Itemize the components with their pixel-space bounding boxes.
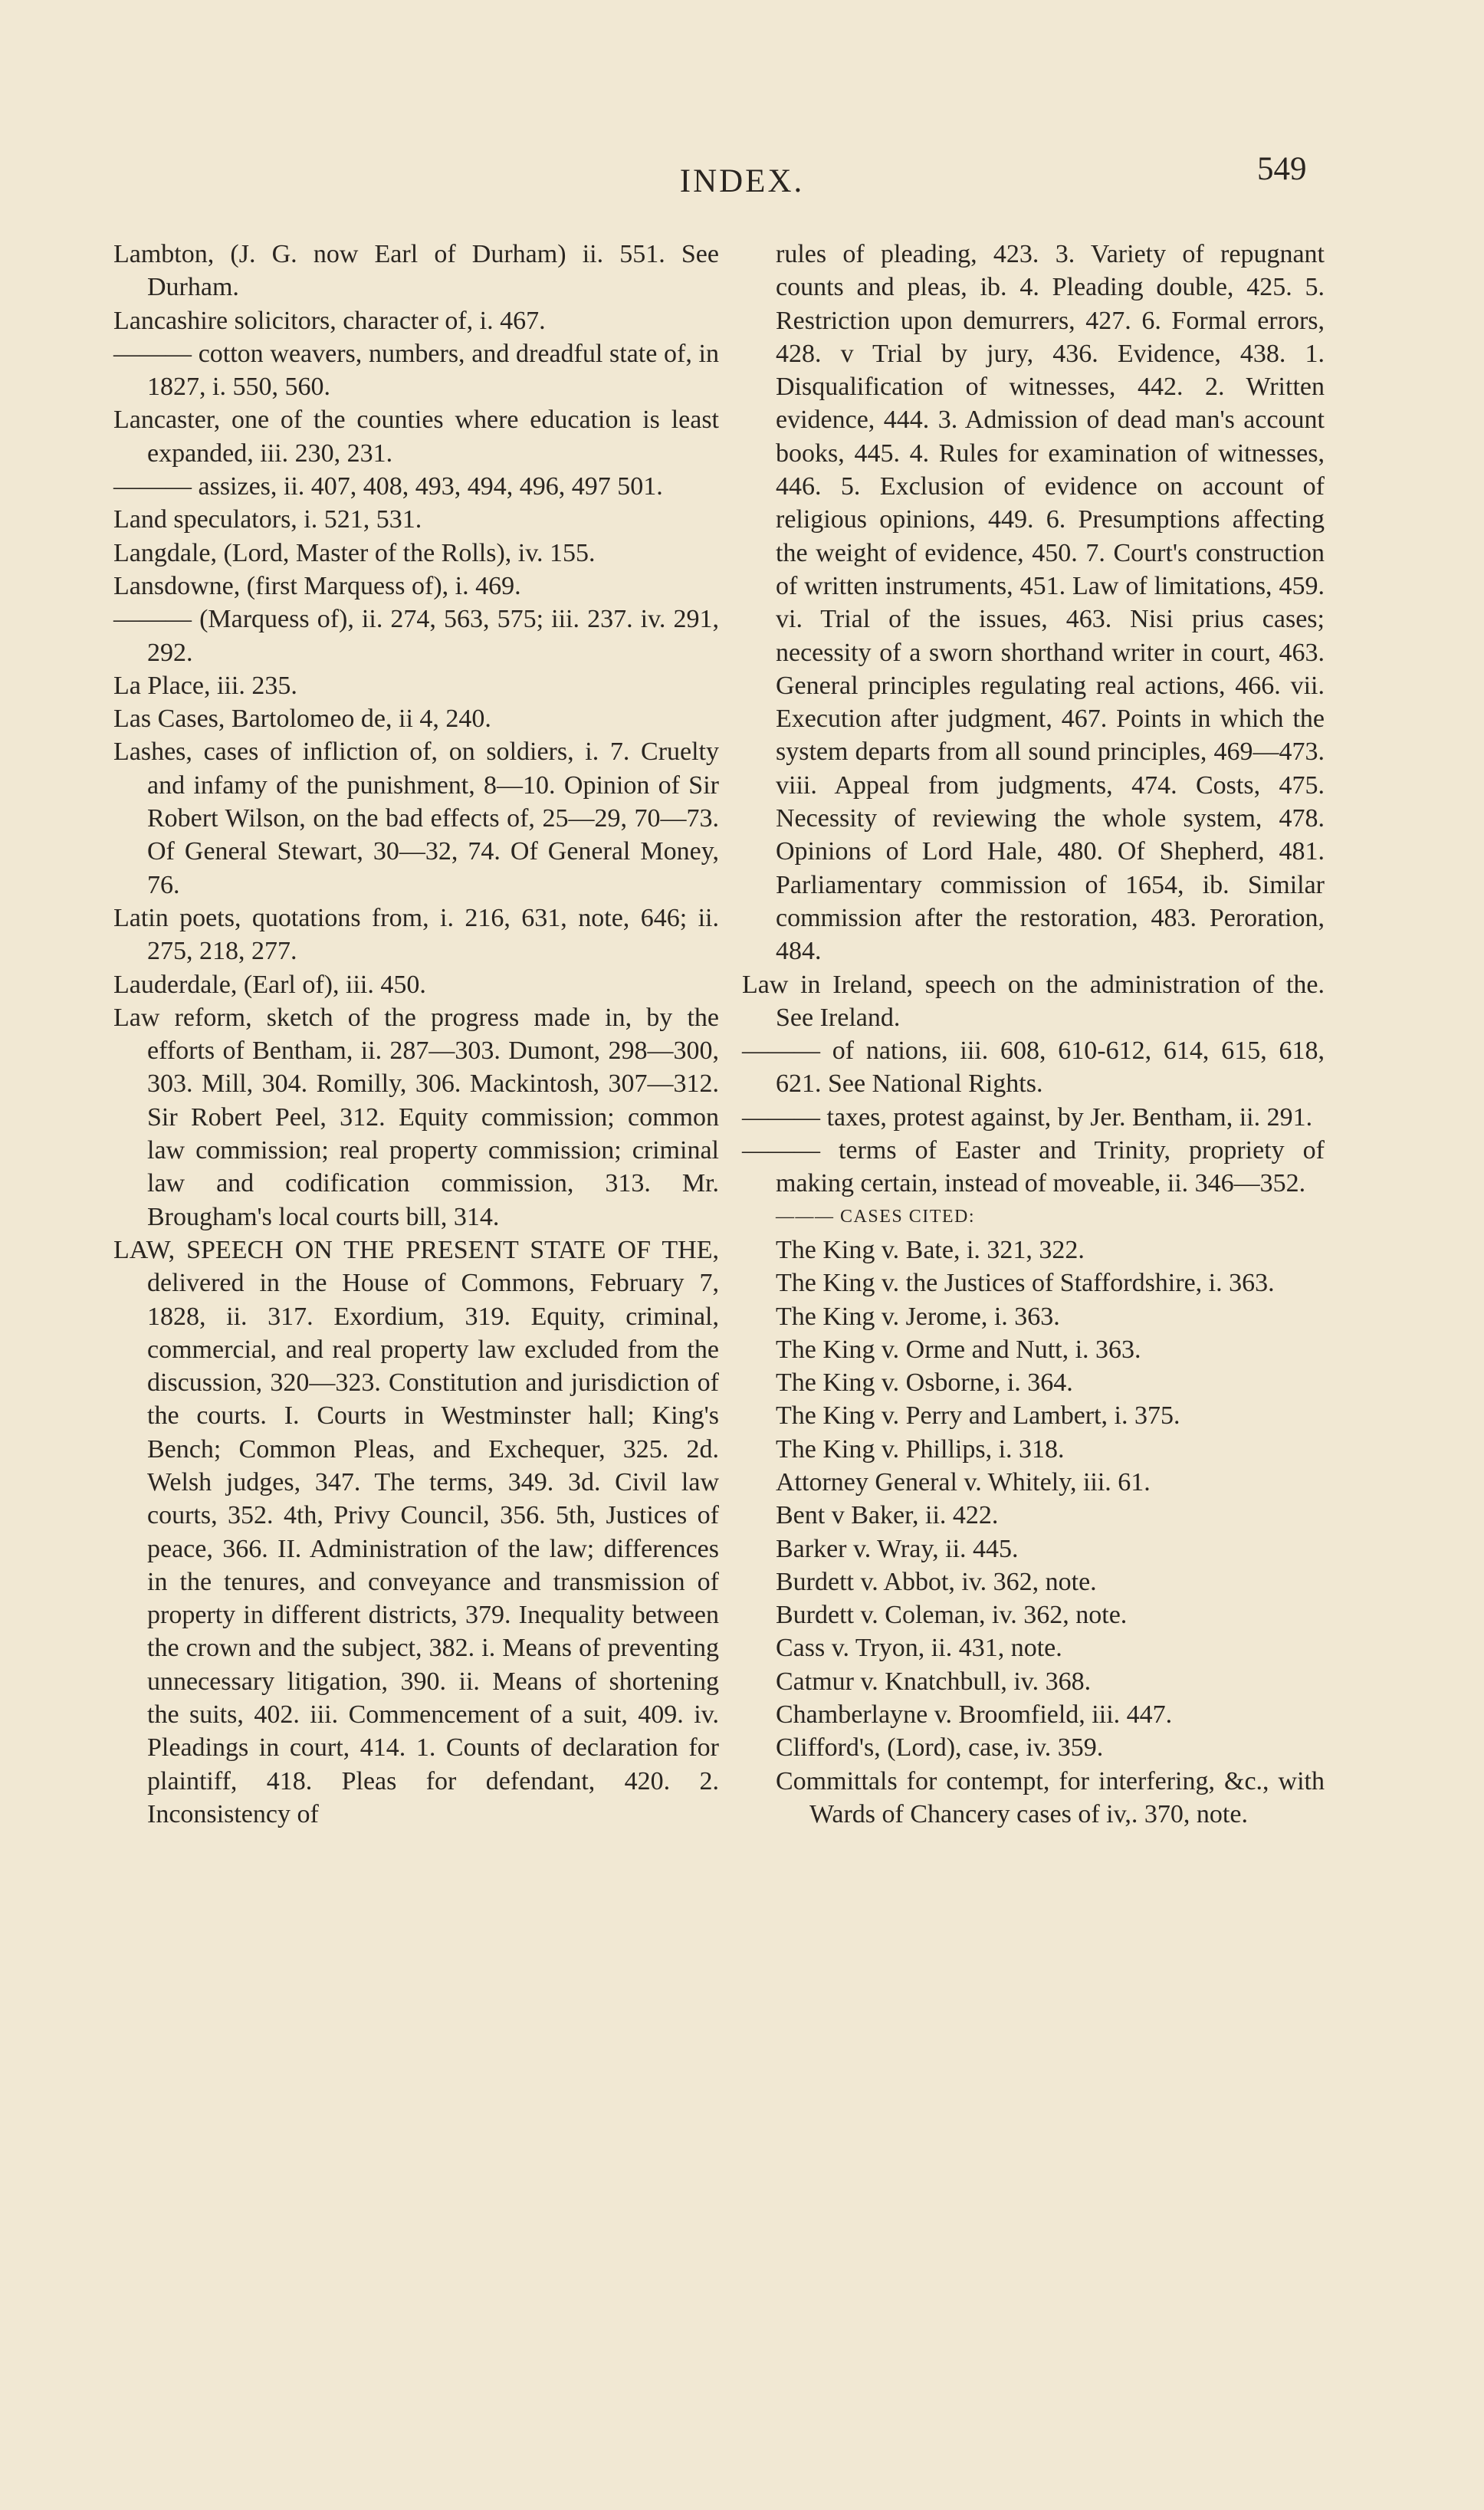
cases-cited-heading: ——— CASES CITED:	[776, 1206, 976, 1227]
case-entry: Cass v. Tryon, ii. 431, note.	[776, 1634, 1062, 1663]
case-entry: The King v. Orme and Nutt, i. 363.	[776, 1335, 1141, 1364]
index-entry: LAW, SPEECH ON THE PRESENT STATE OF THE, delivered in the House of Commons, February 7, 1828, ii. 317. Exordium, 319. Equity, criminal, commercial, and real property law excluded from the discussion, 320—323. Constitution and jurisdiction of the courts. I. Courts in Westminster hall; King's Bench; Common Pleas, and Exchequer, 325. 2d. Welsh judges, 347. The terms, 349. 3d. Civil law courts, 352. 4th, Privy Council, 356. 5th, Justices of peace, 366. II. Administration of the law; differences in the tenures, and conveyance and transmission of property in different districts, 379. Inequality between the crown and the subject, 382. i. Means of preventing unnecessary litigation, 390. ii. Means of shortening the suits, 402. iii. Commencement of a suit, 409. iv. Pleadings in court, 414. 1. Counts of declaration for plaintiff, 418. Pleas for defendant, 420. 2. Inconsistency of	[113, 1235, 719, 1828]
page-number: 549	[1257, 151, 1307, 187]
index-entry: Lansdowne, (first Marquess of), i. 469.	[113, 571, 521, 600]
index-entry: Land speculators, i. 521, 531.	[113, 505, 422, 534]
index-entry: ——— terms of Easter and Trinity, propriety of making certain, instead of moveable, ii. 346—352.	[742, 1136, 1325, 1198]
right-column	[742, 238, 1325, 1831]
case-entry: Catmur v. Knatchbull, iv. 368.	[776, 1667, 1092, 1696]
index-entry: Lambton, (J. G. now Earl of Durham) ii. 551. See Durham.	[113, 240, 719, 302]
index-entry: Lauderdale, (Earl of), iii. 450.	[113, 970, 426, 999]
case-entry: The King v. Jerome, i. 363.	[776, 1302, 1060, 1331]
case-entry: The King v. Osborne, i. 364.	[776, 1368, 1073, 1398]
case-entry: Attorney General v. Whitely, iii. 61.	[776, 1467, 1151, 1496]
index-entry: Langdale, (Lord, Master of the Rolls), iv. 155.	[113, 538, 596, 567]
index-entry: Lashes, cases of infliction of, on soldiers, i. 7. Cruelty and infamy of the punishment, 8—10. Opinion of Sir Robert Wilson, on the bad effects of, 25—29, 70—73. Of General Stewart, 30—32, 74. Of General Money, 76.	[113, 738, 719, 899]
left-column	[113, 238, 719, 1831]
running-head-title: INDEX.	[679, 163, 805, 199]
case-entry: The King v. the Justices of Staffordshire, i. 363.	[776, 1269, 1275, 1298]
index-entry: Law in Ireland, speech on the administration of the. See Ireland.	[742, 970, 1325, 1032]
index-entry: ——— cotton weavers, numbers, and dreadful state of, in 1827, i. 550, 560.	[113, 339, 719, 402]
index-entry: ——— taxes, protest against, by Jer. Bentham, ii. 291.	[742, 1102, 1313, 1132]
index-entry: Las Cases, Bartolomeo de, ii 4, 240.	[113, 705, 491, 734]
case-entry: The King v. Phillips, i. 318.	[776, 1434, 1065, 1464]
index-entry: ——— of nations, iii. 608, 610-612, 614, 615, 618, 621. See National Rights.	[742, 1037, 1325, 1099]
case-entry: The King v. Perry and Lambert, i. 375.	[776, 1401, 1180, 1431]
case-entry: The King v. Bate, i. 321, 322.	[776, 1235, 1085, 1264]
index-entry: Law reform, sketch of the progress made in, by the efforts of Bentham, ii. 287—303. Dumont, 298—300, 303. Mill, 304. Romilly, 306. Mackintosh, 307—312. Sir Robert Peel, 312. Equity commission; common law commission; real property commission; criminal law and codification commission, 313. Mr. Brougham's local courts bill, 314.	[113, 1003, 719, 1231]
index-entry: La Place, iii. 235.	[113, 671, 297, 700]
index-entry: Latin poets, quotations from, i. 216, 631, note, 646; ii. 275, 218, 277.	[113, 903, 719, 966]
index-entry-continuation: rules of pleading, 423. 3. Variety of repugnant counts and pleas, ib. 4. Pleading double, 425. 5. Restriction upon demurrers, 427. 6. Formal errors, 428. v Trial by jury, 436. Evidence, 438. 1. Disqualification of witnesses, 442. 2. Written evidence, 444. 3. Admission of dead man's account books, 445. 4. Rules for examination of witnesses, 446. 5. Exclusion of evidence on account of religious opinions, 449. 6. Presumptions affecting the weight of evidence, 450. 7. Court's construction of written instruments, 451. Law of limitations, 459. vi. Trial of the issues, 463. Nisi prius cases; necessity of a sworn shorthand writer in court, 463. General principles regulating real actions, 466. vii. Execution after judgment, 467. Points in which the system departs from all sound principles, 469—473. viii. Appeal from judgments, 474. Costs, 475. Necessity of reviewing the whole system, 478. Opinions of Lord Hale, 480. Of Shepherd, 481. Parliamentary commission of 1654, ib. Similar commission after the restoration, 483. Peroration, 484.	[776, 240, 1325, 966]
case-entry: Barker v. Wray, ii. 445.	[776, 1534, 1019, 1563]
index-entry: Lancashire solicitors, character of, i. 467.	[113, 306, 546, 335]
index-entry: Lancaster, one of the counties where education is least expanded, iii. 230, 231.	[113, 406, 719, 468]
case-entry: Committals for contempt, for interfering, &c., with Wards of Chancery cases of iv,. 370, note.	[776, 1766, 1325, 1828]
case-entry: Burdett v. Coleman, iv. 362, note.	[776, 1601, 1128, 1630]
index-entry: ——— (Marquess of), ii. 274, 563, 575; iii. 237. iv. 291, 292.	[113, 605, 719, 667]
case-entry: Bent v Baker, ii. 422.	[776, 1501, 999, 1530]
index-entry: ——— assizes, ii. 407, 408, 493, 494, 496, 497 501.	[113, 472, 663, 501]
case-entry: Clifford's, (Lord), case, iv. 359.	[776, 1733, 1104, 1763]
case-entry: Chamberlayne v. Broomfield, iii. 447.	[776, 1700, 1173, 1730]
case-entry: Burdett v. Abbot, iv. 362, note.	[776, 1567, 1097, 1596]
